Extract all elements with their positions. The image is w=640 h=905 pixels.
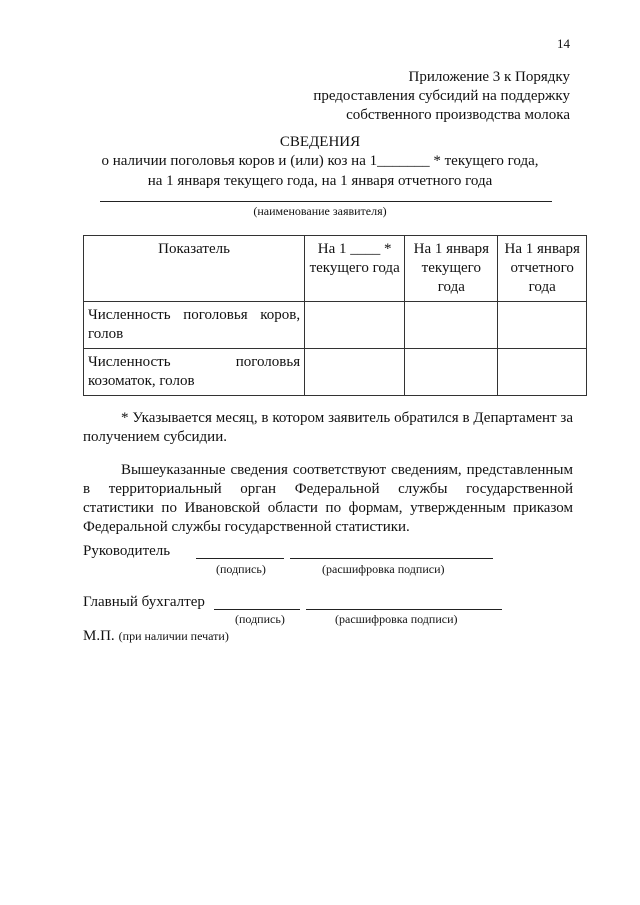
table-row — [84, 349, 587, 396]
row-label-goats — [84, 349, 305, 396]
head-signature-caption: (подпись) — [216, 562, 266, 576]
cell-empty — [305, 349, 405, 396]
accountant-signature-line — [214, 609, 300, 610]
goats-word-3: козоматок, голов — [88, 373, 195, 389]
cell-empty — [498, 302, 587, 349]
head-decoding-caption: (расшифровка подписи) — [322, 562, 445, 576]
goats-word-2: поголовья — [235, 354, 301, 370]
confirmation-paragraph — [83, 461, 573, 537]
applicant-caption: (наименование заявителя) — [253, 204, 387, 218]
appendix-line-3: собственного производства молока — [346, 107, 570, 123]
cell-empty — [405, 349, 498, 396]
table-header-row — [84, 236, 587, 302]
accountant-signature-caption: (подпись) — [235, 612, 285, 626]
accountant-decoding-line — [306, 609, 502, 610]
goats-word-1: Численность — [88, 354, 171, 370]
footnote-text: * Указывается месяц, в котором заявитель обратился в Департамент за получением субсидии. — [83, 410, 573, 445]
row-label-cows: Численность поголовья коров, голов — [84, 302, 305, 349]
table-row — [84, 302, 587, 349]
header-month-current-year: На 1 ____ * текущего года — [305, 236, 405, 302]
document-subtitle — [0, 151, 640, 191]
head-signature-line — [196, 558, 284, 559]
appendix-header — [250, 68, 570, 125]
cell-empty — [498, 349, 587, 396]
header-indicator: Показатель — [84, 236, 305, 302]
subtitle-line-1: о наличии поголовья коров и (или) коз на 1_______ * текущего года, — [101, 153, 539, 169]
confirmation-text: Вышеуказанные сведения соответствуют сведениям, представленным в территориальный орган Федеральной службы государственной статистики по Ивановской области по формам, утвержденным приказом Федеральной службы государственной статистики. — [83, 462, 573, 535]
cell-empty — [305, 302, 405, 349]
header-jan-reporting-year: На 1 января отчетного года — [498, 236, 587, 302]
chief-accountant-label: Главный бухгалтер — [83, 594, 205, 610]
accountant-decoding-caption: (расшифровка подписи) — [335, 612, 458, 626]
stamp-note: (при наличии печати) — [118, 629, 229, 643]
appendix-line-1: Приложение 3 к Порядку — [408, 69, 570, 85]
head-decoding-line — [290, 558, 493, 559]
applicant-name-line — [100, 201, 552, 202]
head-label: Руководитель — [83, 543, 171, 559]
stamp-label: М.П. — [83, 628, 115, 644]
appendix-line-2: предоставления субсидий на поддержку — [313, 88, 570, 104]
livestock-table — [83, 235, 587, 396]
subtitle-line-2: на 1 января текущего года, на 1 января отчетного года — [147, 173, 493, 189]
footnote — [83, 409, 573, 447]
header-jan-current-year: На 1 января текущего года — [405, 236, 498, 302]
stamp-block — [83, 627, 229, 645]
cell-empty — [405, 302, 498, 349]
document-title: СВЕДЕНИЯ — [279, 134, 361, 150]
page-number: 14 — [557, 36, 570, 51]
